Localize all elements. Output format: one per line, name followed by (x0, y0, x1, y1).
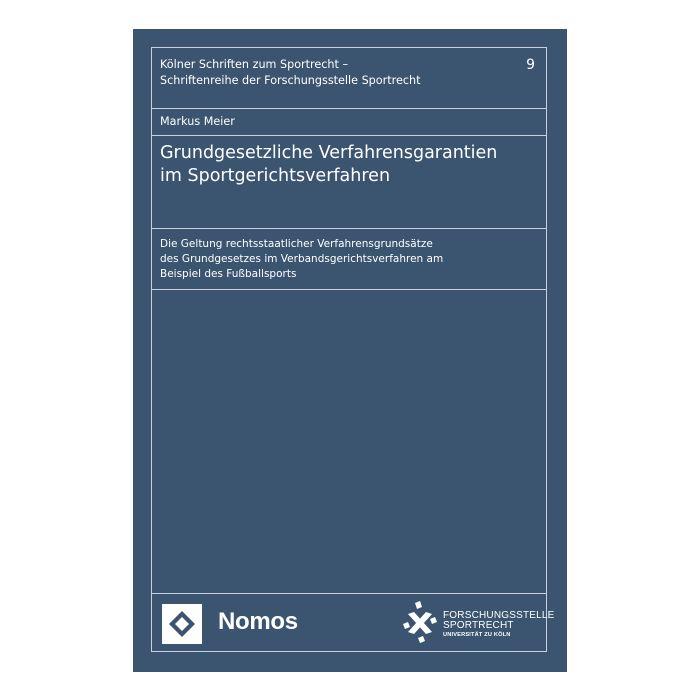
institute-line-1: FORSCHUNGSSTELLE (443, 610, 555, 621)
series-section (152, 48, 546, 109)
book-title: Grundgesetzliche Verfahrensgarantien im Sportgerichtsverfahren (160, 143, 498, 186)
volume-number: 9 (526, 57, 535, 73)
blank-cover-area (152, 290, 546, 594)
book-subtitle: Die Geltung rechtsstaatlicher Verfahrensgrundsätze des Grundgesetzes im Verbandsgerichtsverfahren am Beispiel des Fußballsports (160, 238, 444, 280)
publisher-name: Nomos (218, 608, 298, 635)
logo-section (152, 594, 555, 653)
title-section (152, 136, 546, 229)
nomos-diamond-icon (168, 610, 196, 638)
sportrecht-cross-icon (402, 600, 438, 646)
book-cover (133, 29, 567, 672)
subtitle-section (152, 229, 546, 290)
cover-frame (151, 47, 555, 652)
institute-name (443, 611, 555, 639)
author-section (152, 109, 546, 136)
series-title: Kölner Schriften zum Sportrecht – Schriftenreihe der Forschungsstelle Sportrecht (160, 58, 421, 87)
institute-line-2: SPORTRECHT (443, 620, 514, 631)
institute-line-3: UNIVERSITÄT ZU KÖLN (443, 632, 511, 638)
nomos-logo-icon (162, 604, 202, 644)
author-name: Markus Meier (160, 115, 235, 128)
